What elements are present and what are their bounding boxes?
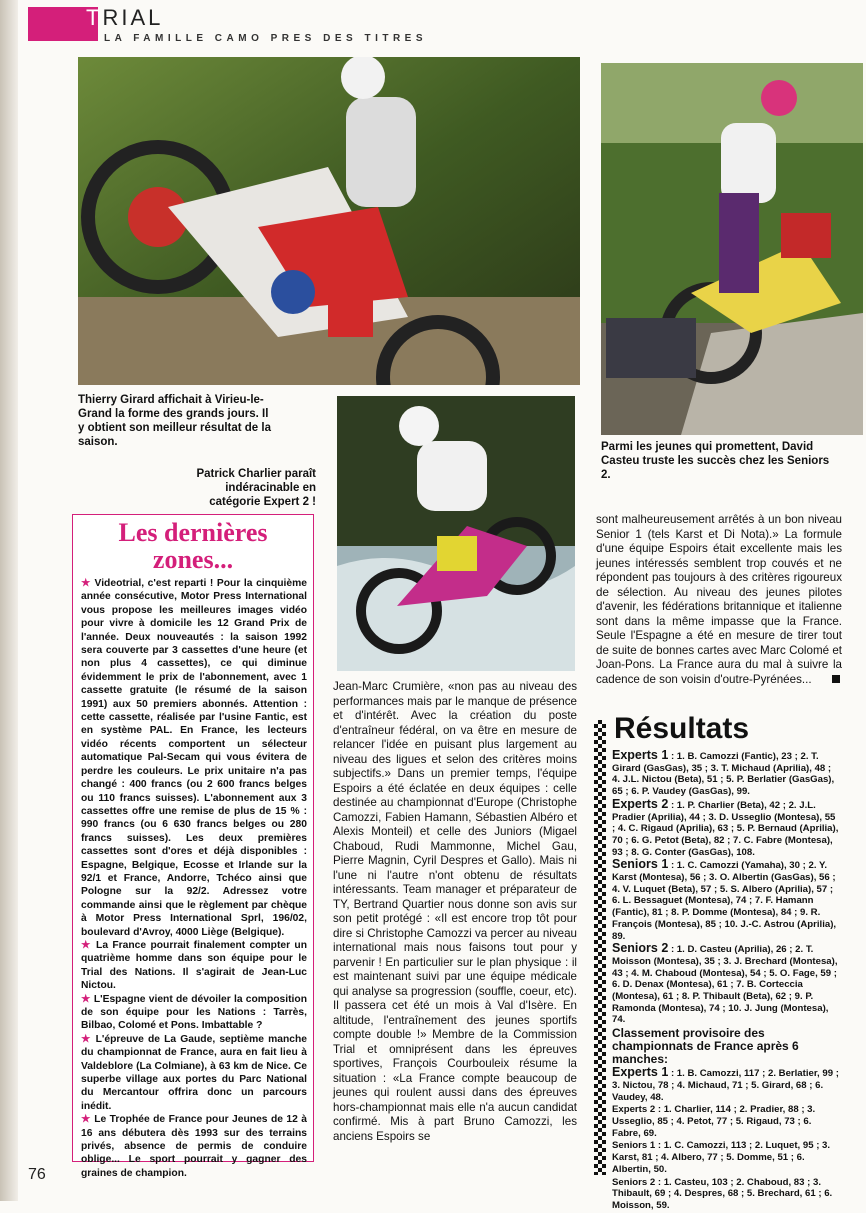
article-column-2-text: sont malheureusement arrêtés à un bon niveau Senior 1 (tels Karst et Di Nota).» La formule d'une équipe Espoirs était excellente mais les jeunes intéressés semblent trop couvés et ne répondent pas toujours à des critères rigoureux de sélection. Au niveau des jeunes pilotes d'avenir, les fédérations britannique et italienne sont dans la même impasse que la France. Seule l'Espagne a été en mesure de tirer tout de suite de bonnes cartes avec Marc Colomé et Joan-Pons. La France aura du mal à suivre la cadence de son voisin d'outre-Pyrénées... <box>596 513 842 686</box>
caption-casteu: Parmi les jeunes qui promettent, David Casteu truste les succès chez les Seniors 2. <box>601 441 830 481</box>
star-icon: ★ <box>81 939 92 951</box>
results-list <box>612 750 840 1213</box>
standings-row <box>612 1067 840 1103</box>
results-category: Seniors 1 <box>612 857 669 872</box>
news-item <box>81 1033 307 1113</box>
article-column-2 <box>596 513 842 687</box>
results-values: : 1. D. Casteu (Aprilia), 26 ; 2. T. Moisson (Montesa), 35 ; 3. J. Brechard (Montesa), 43 ; 4. M. Chaboud (Montesa), 54 ; 5. O. Fage, 59 ; 6. D. Denax (Montesa), 61 ; 7. B. Corteccia (Montesa), 61 ; 8. P. Thibault (Beta), 62 ; 9. P. Ramonda (Montesa), 74 ; 10. J. Jung (Montesa), 74. <box>612 944 838 1026</box>
article-column-1 <box>333 680 577 1144</box>
caption-girard: Thierry Girard affichait à Virieu-le-Grand la forme des grands jours. Il y obtient son meilleur résultat de la saison. <box>78 394 271 448</box>
section-title-initial: T <box>86 5 103 30</box>
star-icon: ★ <box>81 1114 91 1126</box>
results-category: Seniors 2 <box>612 941 669 956</box>
checkered-flag-stripe <box>594 720 606 1175</box>
news-box-title-line1: Les dernières <box>118 518 268 547</box>
news-item <box>81 993 307 1033</box>
standings-row: Seniors 2 : 1. Casteu, 103 ; 2. Chaboud, 83 ; 3. Thibault, 69 ; 4. Despres, 68 ; 5. Brechard, 61 ; 6. Moisson, 59. <box>612 1176 833 1211</box>
star-icon: ★ <box>81 993 91 1005</box>
photo-girard-image <box>78 57 580 385</box>
section-title <box>86 5 163 31</box>
section-title-rest: RIAL <box>102 5 164 30</box>
results-values: : 1. B. Camozzi (Fantic), 23 ; 2. T. Girard (GasGas), 35 ; 3. T. Michaud (Aprilia), 48 ; 4. J.L. Nictou (Beta), 51 ; 5. P. Berlatier (GasGas), 65 ; 6. P. Vaudey (GasGas), 99. <box>612 751 835 798</box>
news-item-text: La France pourrait finalement compter un quatrième homme dans son équipe pour le Trial des Nations. Il s'agirait de Jean-Luc Nictou. <box>81 939 308 992</box>
results-values: : 1. C. Camozzi (Yamaha), 30 ; 2. Y. Karst (Montesa), 56 ; 3. O. Albertin (GasGas), 56 ; 4. V. Luquet (Beta), 57 ; 5. S. Albero (Aprilia), 57 ; 6. L. Bessaguet (Montesa), 74 ; 7. F. Hamann (Fantic), 81 ; 8. P. Domme (Montesa), 84 ; 9. R. François (Montesa), 85 ; 10. J.-C. Astrou (Aprilia), 89. <box>612 860 837 942</box>
results-row <box>612 750 840 798</box>
star-icon: ★ <box>81 578 91 589</box>
end-of-article-mark <box>832 675 840 683</box>
photo-girard <box>78 57 580 385</box>
results-category: Experts 1 <box>612 748 669 762</box>
photo-charlier <box>337 396 575 671</box>
standings-row: Experts 2 : 1. Charlier, 114 ; 2. Pradier, 88 ; 3. Usseglio, 85 ; 4. Petot, 77 ; 5. Rigaud, 73 ; 6. Fabre, 69. <box>612 1104 816 1139</box>
caption-charlier: Patrick Charlier paraît indéracinable en catégorie Expert 2 ! <box>196 468 316 508</box>
news-box <box>72 514 314 1179</box>
photo-casteu-image <box>601 63 863 435</box>
star-icon: ★ <box>81 1033 92 1045</box>
news-box-title-line2: zones... <box>152 545 234 574</box>
results-row <box>612 943 840 1026</box>
photo-charlier-image <box>337 396 575 671</box>
results-row <box>612 859 840 942</box>
standings-heading: Classement provisoire des championnats de France après 6 manches: <box>612 1026 799 1067</box>
page-spine <box>0 0 18 1201</box>
standings-values: : 1. B. Camozzi, 117 ; 2. Berlatier, 99 ; 3. Nictou, 78 ; 4. Michaud, 71 ; 5. Girard, 68 ; 6. Vaudey, 48. <box>612 1068 839 1103</box>
news-item-text: L'épreuve de La Gaude, septième manche du championnat de France, aura en fait lieu à Valdeblore (La Colmiane), à 63 km de Nice. Ce superbe village aux portes du Parc National du Mercantour offrira donc un parcours inédit. <box>81 1033 307 1112</box>
news-item-text: Videotrial, c'est reparti ! Pour la cinquième année consécutive, Motor Press International vous propose les meilleures images vidéo pour vivre à domicile les 12 Grand Prix de l'année. Deux nouveautés : la saison 1992 sera couverte par 3 cassettes d'une heure (et non plus 4 cassettes), ce qui diminue évidemment le prix de l'abonnement, avec 1 cassette gratuite (le résumé de la saison 1991) aux 50 premiers abonnés. Attention : cette cassette, réalisée par l'usine Fantic, est en système PAL. En France, les lecteurs vidéo récents comportent un sélecteur automatique Pal-Secam qui vous évitera de perdre les couleurs. Le prix unitaire n'a pas changé : 400 francs (ou 2 600 francs belges ou 110 francs suisses). L'abonnement aux 3 cassettes offre une remise de plus de 15 % : 990 francs (ou 6 630 francs belges ou 280 francs suisses). Les deux premières cassettes sont d'ores et déjà disponibles : Espagne, Belgique, Ecosse et Irlande sur la 92/1 et France, Andorre, Tchéco ainsi que Pologne sur la 92/2. Adressez votre commande ainsi que le règlement par chèque à Motor Press International Sprl, 196/02, boulevard d'Avroy, 4000 Liège (Belgique). <box>81 578 307 938</box>
results-row <box>612 796 840 859</box>
results-title: Résultats <box>614 712 750 745</box>
results-category: Experts 2 <box>612 796 669 811</box>
news-item <box>81 939 307 993</box>
news-box-title <box>73 519 313 573</box>
standings-row: Seniors 1 : 1. C. Camozzi, 113 ; 2. Luquet, 95 ; 3. Karst, 81 ; 4. Albero, 77 ; 5. Domme, 51 ; 6. Albertin, 50. <box>612 1140 831 1175</box>
news-item <box>81 1113 307 1180</box>
standings-category: Experts 1 <box>612 1065 669 1080</box>
results-values: : 1. P. Charlier (Beta), 42 ; 2. J.L. Pradier (Aprilia), 44 ; 3. D. Usseglio (Montesa), 55 ; 4. C. Rigaud (Aprilia), 63 ; 5. P. Bernaud (Aprilia), 70 ; 6. G. Petot (Beta), 82 ; 7. C. Fabre (Montesa), 93 ; 8. G. Conter (GasGas), 108. <box>612 799 839 858</box>
article-column-1-text: Jean-Marc Crumière, «non pas au niveau des performances mais par le manque de présence et d'intérêt. Avec la création du poste d'entraîneur fédéral, on va être en mesure de relancer l'idée en puisant plus largement au niveau des ligues et selon des critères moins subjectifs.» Dans un premier temps, l'équipe Espoirs a été éclatée en deux équipes : celle destinée au championnat d'Europe (Christophe Camozzi, Fabien Hamann, Sébastien Albéro et Alexis Monteil) et celle des Juniors (Migael Chaboud, Rudi Mammonne, Michel Gau, Pierre Magnin, Cyril Despres et Gallo). Mais ni l'une ni l'autre n'ont obtenu de résultats intéressants. Team manager et préparateur de TY, Bertrand Quartier nous donne son avis sur son petit protégé : «Il est encore trop tôt pour dire si Christophe Camozzi va percer au niveau international mais nous faisons tout pour y parvenir ! En particulier sur le plan physique : il est maintenant suivi par une équipe médicale qui analyse sa progression (souffle, coeur, etc). Il passera cet été un mois à Val d'Isère. En altitude, l'entraînement des jeunes sportifs compte double !» Membre de la Commission Trial et omniprésent dans les épreuves sportives, François Courbouleix résume la situation : «La France compte beaucoup de jeunes qui roulent aussi dans des épreuves hors-championnat mais elle n'a aucun candidat confirmé. Mis à part Bruno Camozzi, les anciens Espoirs se <box>333 680 577 1143</box>
news-box-body <box>81 577 307 1180</box>
news-item-text: Le Trophée de France pour Jeunes de 12 à 16 ans débutera dès 1993 sur des terrains privés, absence de permis de conduire oblige... Le sport pourrait y gagner des graines de champion. <box>81 1114 307 1179</box>
section-subtitle: LA FAMILLE CAMO PRES DES TITRES <box>104 33 428 44</box>
photo-casteu <box>601 63 863 435</box>
news-item-text: L'Espagne vient de dévoiler la composition de son équipe pour les Nations : Tarrès, Bilbao, Colomé et Pons. Imbattable ? <box>81 993 307 1032</box>
page-number: 76 <box>28 1166 46 1183</box>
news-item <box>81 577 307 939</box>
